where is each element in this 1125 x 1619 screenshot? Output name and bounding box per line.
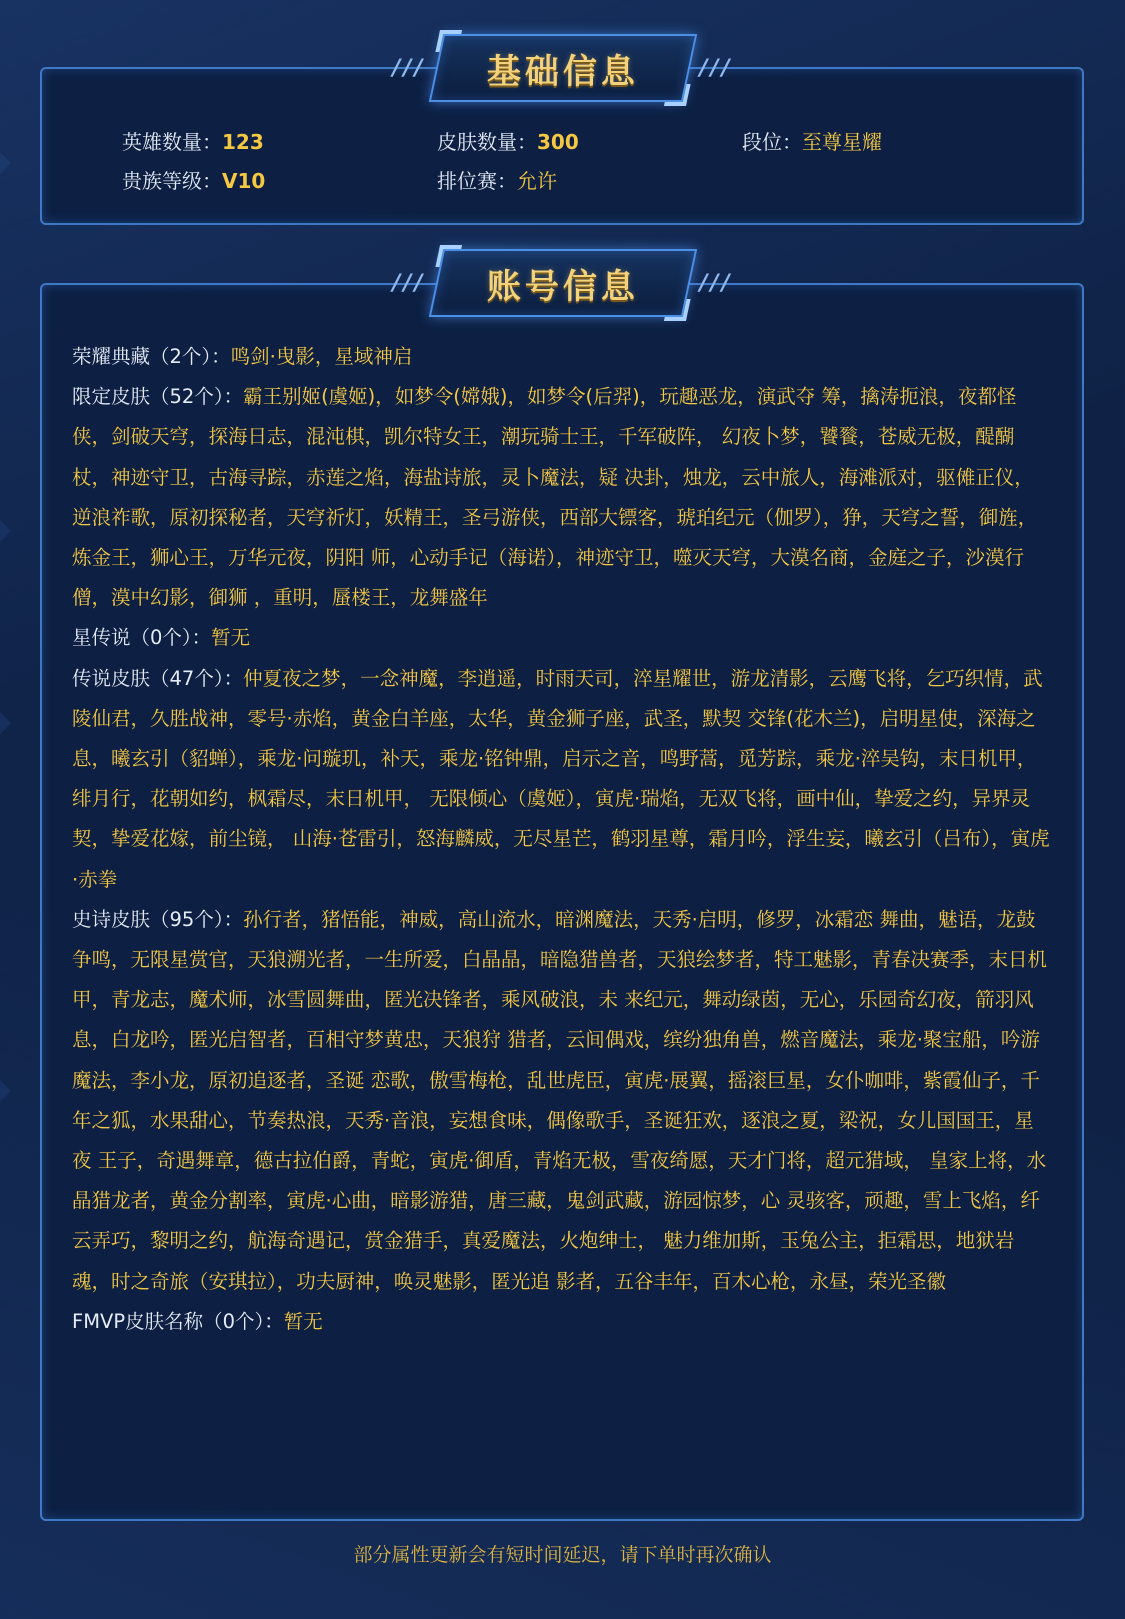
title-deco-left: /// <box>392 270 426 296</box>
basic-info-grid <box>122 129 1082 195</box>
basic-info-title: 基础信息 <box>486 51 639 92</box>
account-info-title: 账号信息 <box>486 266 639 307</box>
skin-count: 皮肤数量：300 <box>437 130 579 154</box>
section-fmvp-skins: FMVP皮肤名称（0个）：暂无 <box>72 1309 323 1333</box>
title-deco-left: /// <box>392 55 426 81</box>
noble-level: 贵族等级：V10 <box>122 169 266 193</box>
section-honor-collection: 荣耀典藏（2个）：鸣剑·曳影，星域神启 <box>72 345 413 368</box>
title-badge <box>428 249 696 317</box>
ranked-match: 排位赛：允许 <box>437 169 557 193</box>
account-info-header <box>0 250 1125 316</box>
section-epic-skins: 史诗皮肤（95个）：孙行者，猪悟能，神威，高山流水，暗渊魔法，天秀·启明，修罗，冰霜恋 舞曲，魅语，龙鼓争鸣，无限星赏官，天狼溯光者，一生所爱，白晶晶，暗隐猎兽者，天狼绘梦者，特工魅影，青春决赛季，末日机甲，青龙志，魔术师，冰雪圆舞曲，匿光决锋者，乘风破浪，未 来纪元，舞动绿茵，无心，乐园奇幻夜，箭羽风息，白龙吟，匿光启智者，百相守梦黄忠，天狼狩 猎者，云间偶戏，缤纷独角兽，燃音魔法，乘龙·聚宝船，吟游魔法，李小龙，原初追逐者，圣诞 恋歌，傲雪梅枪，乱世虎臣，寅虎·展翼，摇滚巨星，女仆咖啡，紫霞仙子，千年之狐，水果甜心，节奏热浪，天秀·音浪，妄想食味，偶像歌手，圣诞狂欢，逐浪之夏，梁祝，女儿国国王，星夜 王子，奇遇舞章，德古拉伯爵，青蛇，寅虎·御盾，青焰无极，雪夜绮愿，天才门将，超元猎域， 皇家上将，水晶猎龙者，黄金分割率，寅虎·心曲，暗影游猎，唐三藏，鬼剑武藏，游园惊梦，心 灵骇客，顽趣，雪上飞焰，纤云弄巧，黎明之约，航海奇遇记，赏金猎手，真爱魔法，火炮绅士， 魅力维加斯，玉兔公主，拒霜思，地狱岩魂，时之奇旅（安琪拉），功夫厨神，唤灵魅影，匿光追 影者，五谷丰年，百木心枪，永昼，荣光圣徽 <box>72 907 1048 1293</box>
rank: 段位：至尊星耀 <box>742 130 882 154</box>
footnote: 部分属性更新会有短时间延迟，请下单时再次确认 <box>353 1544 772 1566</box>
section-legend-skins: 传说皮肤（47个）：仲夏夜之梦，一念神魔，李逍遥，时雨天司，淬星耀世，游龙清影，云鹰飞将，乞巧织情，武陵仙君，久胜战神，零号·赤焰，黄金白羊座，太华，黄金狮子座，武圣，默契 交锋(花木兰)，启明星使，深海之息，曦玄引（貂蝉），乘龙·问璇玑，补天，乘龙·铭钟鼎，启示之音，鸣野蒿，觅芳踪，乘龙·淬吴钩，末日机甲，绯月行，花朝如约，枫霜尽，末日机甲， 无限倾心（虞姬），寅虎·瑞焰，无双飞将，画中仙，挚爱之约，异界灵契，挚爱花嫁，前尘镜， 山海·苍雷引，怒海麟威，无尽星芒，鹤羽星尊，霜月吟，浮生妄，曦玄引（吕布），寅虎·赤拳 <box>72 666 1050 891</box>
section-limited-skins: 限定皮肤（52个）：霸王别姬(虞姬)，如梦令(嫦娥)，如梦令(后羿)，玩趣恶龙，演武夺 筹，擒涛扼浪，夜都怪侠，剑破天穹，探海日志，混沌棋，凯尔特女王，潮玩骑士王，千军破阵， 幻夜卜梦，饕餮，苍威无极，醍醐杖，神迹守卫，古海寻踪，赤莲之焰，海盐诗旅，灵卜魔法，疑 决卦，烛龙，云中旅人，海滩派对，驱傩正仪，逆浪祚歌，原初探秘者，天穹祈灯，妖精王，圣弓游侠，西部大镖客，琥珀纪元（伽罗），狰，天穹之誓，御旌，炼金王，狮心王，万华元夜，阴阳 师，心动手记（海诺），神迹守卫，噬灭天穹，大漠名商，金庭之子，沙漠行僧，漠中幻影，御狮 ，重明，蜃楼王，龙舞盛年 <box>72 385 1038 610</box>
section-star-legend: 星传说（0个）：暂无 <box>72 626 251 650</box>
title-deco-right: /// <box>699 55 733 81</box>
title-deco-right: /// <box>699 270 733 296</box>
title-badge <box>428 34 696 102</box>
account-info-body <box>72 337 1052 1342</box>
basic-info-header <box>0 35 1125 101</box>
account-info-panel <box>40 283 1084 1521</box>
hero-count: 英雄数量：123 <box>122 130 264 154</box>
